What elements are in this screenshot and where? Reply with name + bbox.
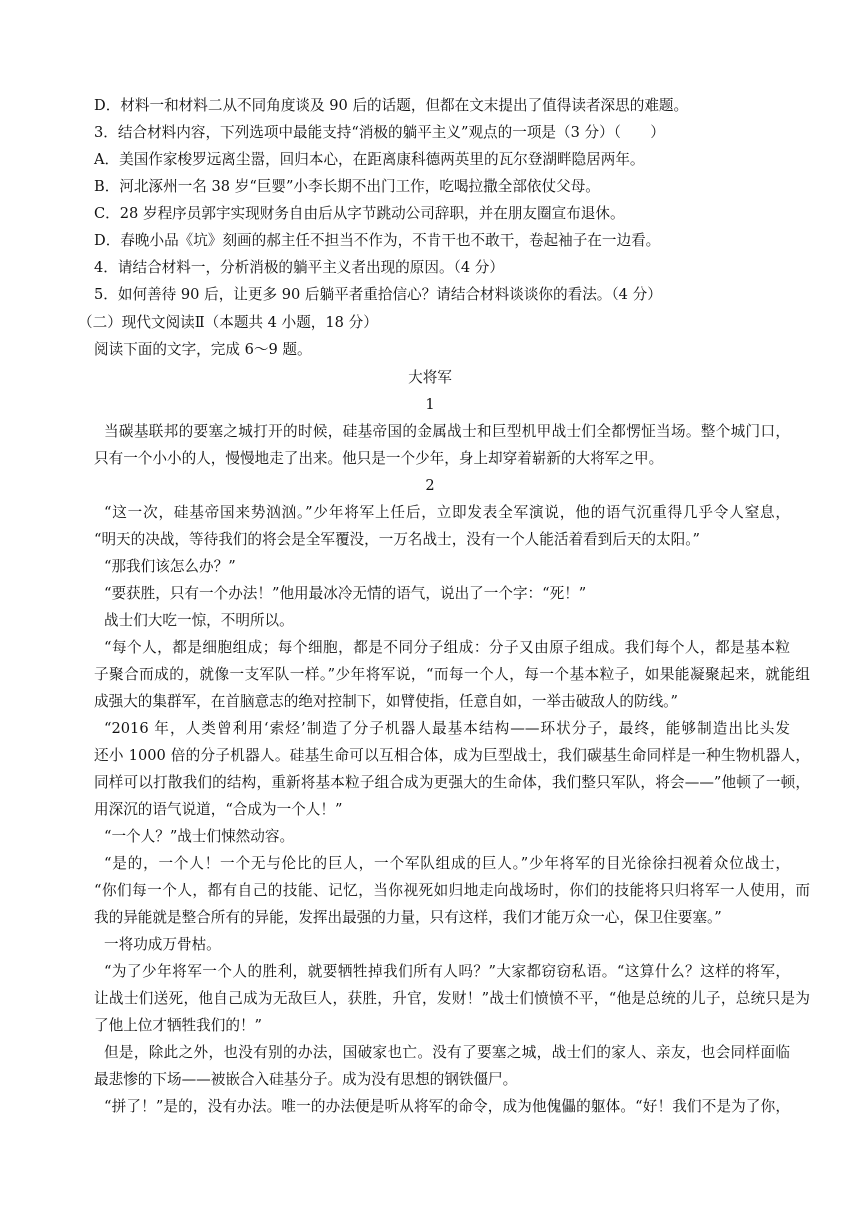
paragraph-line: “要获胜，只有一个办法！”他用最冰冷无情的语气，说出了一个字：“死！” [104,585,587,602]
paragraph-line: “是的，一个人！一个无与伦比的巨人，一个军队组成的巨人。”少年将军的目光徐徐扫视着众位战士， [104,855,790,872]
section-instruction: 阅读下面的文字，完成 6～9 题。 [94,341,312,358]
paragraph-line: 成强大的集群军，在首脑意志的绝对控制下，如臂使指，任意自如，一举击破敌人的防线。” [94,693,678,710]
paragraph-line: “每个人，都是细胞组成；每个细胞，都是不同分子组成：分子又由原子组成。我们每个人，都是基本粒 [104,639,790,656]
paragraph-line: 最悲惨的下场——被嵌合入硅基分子。成为没有思想的钢铁僵尸。 [94,1071,518,1088]
paragraph-line: 子聚合而成的，就像一支军队一样。”少年将军说，“而每一个人，每一个基本粒子，如果能凝聚起来，就能组 [94,666,810,683]
question-4: 4．请结合材料一，分析消极的躺平主义者出现的原因。（4 分） [94,259,504,276]
paragraph-line: “拼了！”是的，没有办法。唯一的办法便是听从将军的命令，成为他傀儡的躯体。“好！我们不是为了你， [104,1098,790,1115]
paragraph-line: 但是，除此之外，也没有别的办法，国破家也亡。没有了要塞之城，战士们的家人、亲友，也会同样面临 [104,1044,790,1061]
paragraph-line: 一将功成万骨枯。 [104,936,221,953]
paragraph-line: 还小 1000 倍的分子机器人。硅基生命可以互相合体，成为巨型战士，我们碳基生命同样是一种生物机器人， [94,747,810,764]
paragraph-line: “为了少年将军一个人的胜利，就要牺牲掉我们所有人吗？”大家都窃窃私语。“这算什么？这样的将军， [104,963,790,980]
paragraph-line: 我的异能就是整合所有的异能，发挥出最强的力量，只有这样，我们才能万众一心，保卫住要塞。” [94,909,722,926]
paragraph-line: “2016 年，人类曾利用‘索烃’制造了分子机器人最基本结构——环状分子，最终，能够制造出比头发 [104,720,790,737]
paragraph-line: “一个人？”战士们悚然动容。 [104,828,295,845]
paragraph-line: 只有一个小小的人，慢慢地走了出来。他只是一个少年，身上却穿着崭新的大将军之甲。 [94,450,664,467]
q3-stem: 3．结合材料内容，下列选项中最能支持“消极的躺平主义”观点的一项是（3 分）（ ） [94,124,665,141]
part-number-2: 2 [425,477,435,494]
paragraph-line: 让战士们送死，他自己成为无敌巨人，获胜，升官，发财！”战士们愤愤不平，“他是总统的儿子，总统只是为 [94,990,810,1007]
paragraph-line: 用深沉的语气说道，“合成为一个人！” [94,801,343,818]
story-title: 大将军 [408,369,452,386]
q3-option-a: A．美国作家梭罗远离尘嚣，回归本心，在距离康科德两英里的瓦尔登湖畔隐居两年。 [94,151,645,168]
question-5: 5．如何善待 90 后，让更多 90 后躺平者重拾信心？请结合材料谈谈你的看法。（4 分） [94,286,662,303]
paragraph-line: “你们每一个人，都有自己的技能、记忆，当你视死如归地走向战场时，你们的技能将只归将军一人使用，而 [94,882,810,899]
paragraph-line: “这一次，硅基帝国来势汹汹。”少年将军上任后，立即发表全军演说，他的语气沉重得几乎令人窒息， [104,504,790,521]
paragraph-line: 当碳基联邦的要塞之城打开的时候，硅基帝国的金属战士和巨型机甲战士们全都愣怔当场。整个城门口， [104,423,790,440]
q3-option-c: C．28 岁程序员郭宇实现财务自由后从字节跳动公司辞职，并在朋友圈宣布退休。 [94,205,625,222]
section-heading: （二）现代文阅读Ⅱ（本题共 4 小题，18 分） [78,314,378,331]
q3-option-d: D．春晚小品《坑》刻画的郝主任不担当不作为，不肯干也不敢干，卷起袖子在一边看。 [94,232,661,249]
paragraph-line: 战士们大吃一惊，不明所以。 [104,612,294,629]
paragraph-line: “明天的决战，等待我们的将会是全军覆没，一万名战士，没有一个人能活着看到后天的太阳。” [94,531,700,548]
paragraph-line: “那我们该怎么办？” [104,558,236,575]
part-number-1: 1 [425,396,435,413]
paragraph-line: 同样可以打散我们的结构，重新将基本粒子组合成为更强大的生命体，我们整只军队，将会——”他顿了一顿， [94,774,810,791]
q2-option-d: D．材料一和材料二从不同角度谈及 90 后的话题，但都在文末提出了值得读者深思的难题。 [94,97,689,114]
q3-option-b: B．河北涿州一名 38 岁“巨婴”小李长期不出门工作，吃喝拉撒全部依仗父母。 [94,178,600,195]
paragraph-line: 了他上位才牺牲我们的！” [94,1017,262,1034]
